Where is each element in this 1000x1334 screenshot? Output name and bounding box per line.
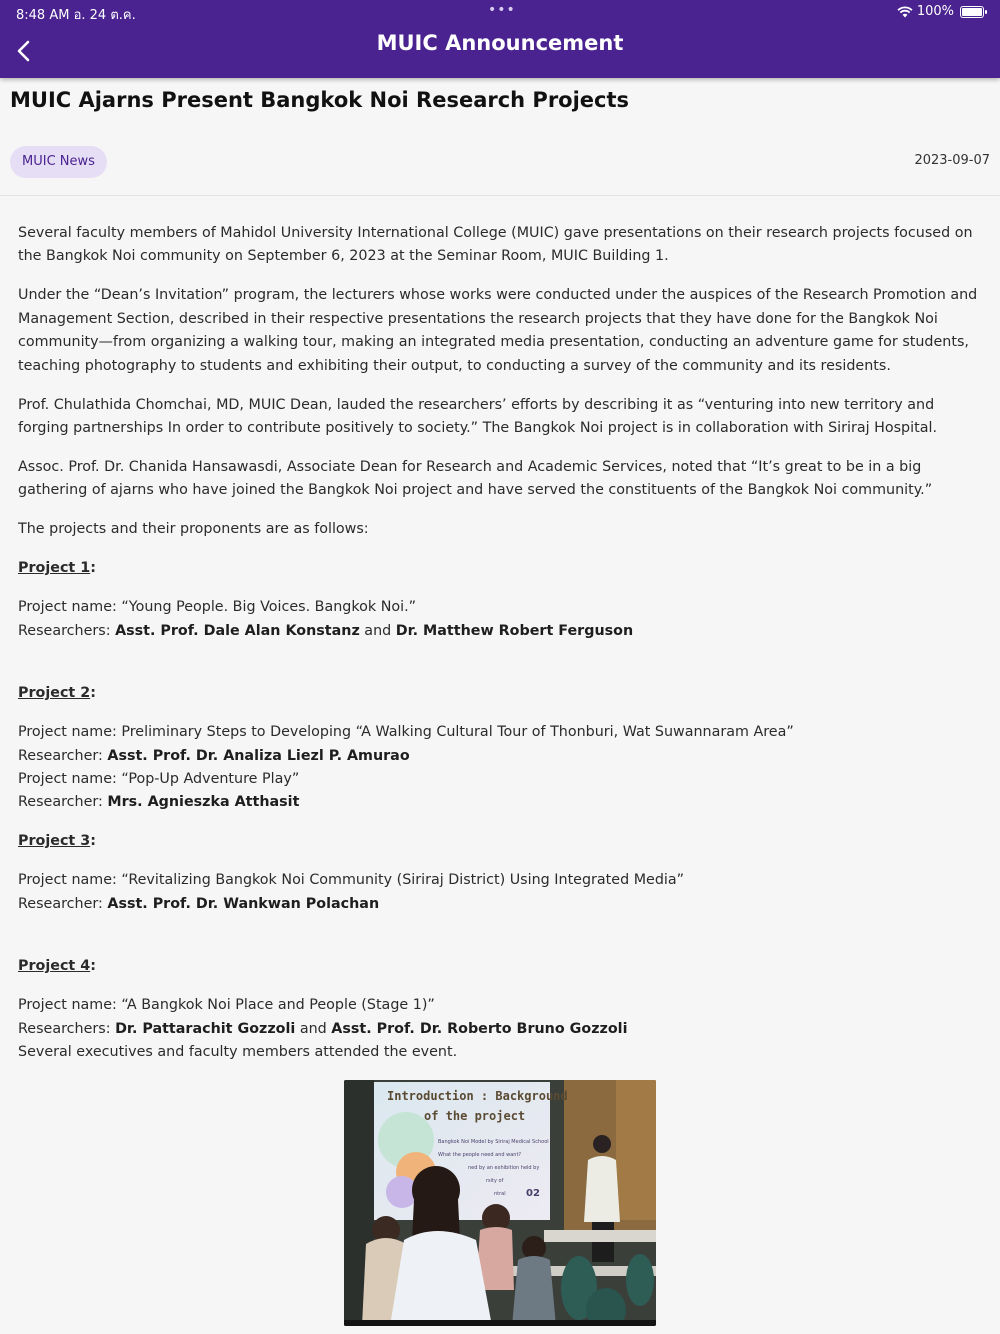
paragraph-dean-quote: Prof. Chulathida Chomchai, MD, MUIC Dean, lauded the researchers’ efforts by describing it as “venturing into new territory and forging partnerships In order to contribute positively to society.” The Bangkok Noi project is in collaboration with Siriraj Hospital.: [18, 396, 937, 437]
attendance-note: Several executives and faculty members attended the event.: [18, 1044, 458, 1061]
navigation-bar: [0, 0, 1000, 78]
project-1-researchers: Researchers: Asst. Prof. Dale Alan Konstanz and Dr. Matthew Robert Ferguson: [18, 622, 634, 639]
wifi-icon: [897, 6, 913, 18]
publish-date: 2023-09-07: [914, 153, 990, 168]
project-2-researcher-1: Researcher: Asst. Prof. Dr. Analiza Liezl P. Amurao: [18, 747, 410, 764]
slide-bullet-4: rsity of: [486, 1178, 504, 1184]
project-2-name-1: Project name: Preliminary Steps to Developing “A Walking Cultural Tour of Thonburi, Wat Suwannaram Area”: [18, 724, 794, 741]
project-3-researcher: Researcher: Asst. Prof. Dr. Wankwan Polachan: [18, 895, 380, 912]
event-photo-illustration: [344, 1080, 656, 1326]
project-4-researchers: Researchers: Dr. Pattarachit Gozzoli and Asst. Prof. Dr. Roberto Bruno Gozzoli: [18, 1020, 628, 1037]
project-3-heading: Project 3:: [18, 833, 96, 850]
battery-icon: [960, 6, 984, 18]
slide-page-number: 02: [526, 1188, 540, 1199]
project-4-name: Project name: “A Bangkok Noi Place and People (Stage 1)”: [18, 997, 435, 1014]
slide-title-line-1: Introduction : Background: [387, 1089, 568, 1103]
slide-title-line-2: of the project: [424, 1109, 526, 1123]
project-1-name: Project name: “Young People. Big Voices. Bangkok Noi.”: [18, 599, 417, 616]
slide-bullet-1: Bangkok Noi Model by Siriraj Medical School: [438, 1139, 549, 1145]
battery-percent: 100%: [916, 4, 954, 19]
slide-bullet-5: ntral: [494, 1191, 506, 1197]
project-1-heading: Project 1:: [18, 560, 96, 577]
slide-bullet-3: ned by an exhibition held by: [468, 1165, 540, 1171]
project-2-heading: Project 2:: [18, 685, 96, 702]
status-indicators: [897, 4, 984, 19]
slide-bullet-2: What the people need and want?: [438, 1152, 522, 1158]
paragraph-intro: Several faculty members of Mahidol University International College (MUIC) gave presentations on their research projects focused on the Bangkok Noi community on September 6, 2023 at the Seminar Room, MUIC Building 1.: [18, 225, 973, 265]
article-body: [18, 222, 984, 1065]
project-4-heading: Project 4:: [18, 958, 96, 975]
paragraph-projects-intro: The projects and their proponents are as follows:: [18, 521, 369, 538]
project-3-name: Project name: “Revitalizing Bangkok Noi Community (Siriraj District) Using Integrated Media”: [18, 872, 685, 889]
paragraph-program: Under the “Dean’s Invitation” program, the lecturers whose works were conducted under the auspices of the Research Promotion and Management Section, described in their respective presentations the research projects that they have done for the Bangkok Noi community—from organizing a walking tour, making an integrated media presentation, conducting an adventure game for students, teaching photography to students and exhibiting their output, to conducting a survey of the community and its residents.: [18, 287, 978, 374]
status-time: 8:48 AM อ. 24 ต.ค.: [16, 8, 136, 23]
category-tag[interactable]: MUIC News: [10, 146, 107, 178]
page-title: MUIC Announcement: [376, 31, 624, 55]
event-photo[interactable]: [344, 1080, 656, 1326]
multitasking-dots[interactable]: •••: [488, 2, 516, 18]
divider: [0, 195, 1000, 196]
paragraph-associate-dean-quote: Assoc. Prof. Dr. Chanida Hansawasdi, Associate Dean for Research and Academic Services, noted that “It’s great to be in a big gathering of ajarns who have joined the Bangkok Noi project and have served the constituents of the Bangkok Noi community.”: [18, 459, 933, 499]
article-title: MUIC Ajarns Present Bangkok Noi Research Projects: [10, 88, 630, 112]
project-2-researcher-2: Researcher: Mrs. Agnieszka Atthasit: [18, 794, 300, 811]
project-2-name-2: Project name: “Pop-Up Adventure Play”: [18, 771, 300, 788]
